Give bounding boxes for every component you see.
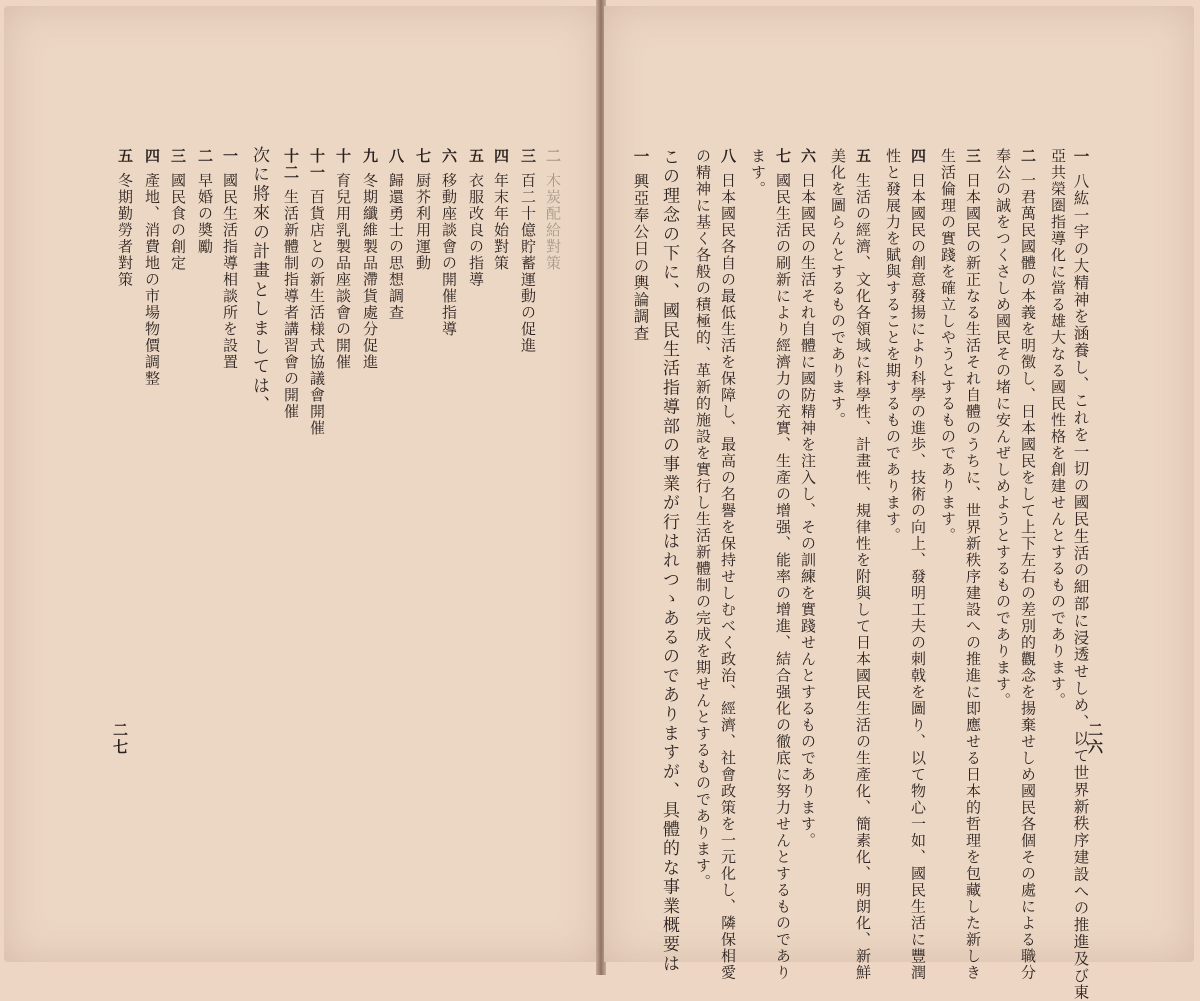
- text-column: [830, 148, 845, 429]
- text-column: [441, 148, 456, 338]
- column-text: 厨芥利用運動: [414, 172, 432, 272]
- column-text: 移動座談會の開催指導: [440, 172, 458, 338]
- text-column: [250, 146, 267, 415]
- item-number: 二: [544, 148, 562, 165]
- text-column: [855, 148, 870, 981]
- item-number: 四: [492, 148, 510, 165]
- item-number: 一: [1071, 148, 1091, 165]
- item-number: 六: [440, 148, 458, 165]
- text-column: [1072, 148, 1089, 1001]
- item-number: 三: [169, 148, 187, 165]
- column-text: 國民食の創定: [169, 172, 187, 272]
- column-text: この理念の下に、國民生活指導部の事業が行はれつゝあるのでありますが、具體的な事業概要は: [659, 148, 679, 974]
- column-text: 百二十億貯蓄運動の促進: [519, 172, 537, 354]
- column-text: 一君萬民國體の本義を明徴し、日本國民をして上下左右の差別的觀念を揚棄せしめ國民各個その處による職分: [1019, 172, 1037, 981]
- text-column: [885, 148, 900, 544]
- column-text: 日本國民各自の最低生活を保障し、最高の名譽を保持せしむべく政治、經濟、社會政策を一元化し、隣保相愛: [719, 172, 737, 981]
- text-column: [545, 148, 560, 272]
- column-text: 木炭配給對策: [544, 172, 562, 272]
- column-text: 國民生活の刷新により經濟力の充實、生產の增强、能率の增進、結合强化の徹底に努力せんとするものであり: [774, 172, 792, 981]
- text-column: [965, 148, 980, 981]
- item-number: 十二: [282, 148, 300, 181]
- text-column: [388, 148, 403, 321]
- text-column: [117, 148, 132, 288]
- text-column: [335, 148, 350, 371]
- text-column: [493, 148, 508, 272]
- column-text: 育兒用乳製品座談會の開催: [334, 172, 352, 371]
- text-column: [197, 148, 212, 255]
- item-number: 三: [964, 148, 982, 165]
- item-number: 一: [221, 148, 239, 165]
- left-page: [4, 6, 600, 962]
- column-text: 美化を圖らんとするものであります。: [829, 148, 847, 429]
- item-number: 五: [116, 148, 134, 165]
- column-text: 國民生活指導相談所を設置: [221, 172, 239, 371]
- item-number: 十一: [308, 148, 326, 181]
- text-column: [144, 148, 159, 387]
- item-number: 五: [467, 148, 485, 165]
- item-number: 四: [909, 148, 927, 165]
- item-number: 九: [361, 148, 379, 165]
- text-column: [632, 148, 649, 342]
- item-number: 五: [854, 148, 872, 165]
- text-column: [940, 148, 955, 544]
- column-text: 奉公の誠をつくさしめ國民その堵に安んぜしめようとするものであります。: [994, 148, 1012, 709]
- column-text: 生活新體制指導者講習會の開催: [282, 189, 300, 420]
- item-number: 六: [799, 148, 817, 165]
- text-column: [1020, 148, 1035, 981]
- column-text: 日本國民の生活それ自體に國防精神を注入し、その訓練を實踐せんとするものであります。: [799, 172, 817, 849]
- column-text: 百貨店との新生活様式協議會開催: [308, 189, 326, 437]
- column-text: 八紘一宇の大精神を涵養し、これを一切の國民生活の細部に浸透せしめ、以て世界新秩序建設への推進及び東: [1071, 172, 1090, 1001]
- text-column: [309, 148, 324, 437]
- item-number: 四: [143, 148, 161, 165]
- column-text: 歸還勇士の思想調查: [387, 172, 405, 321]
- item-number: 七: [774, 148, 792, 165]
- column-text: 冬期勤勞者對策: [116, 172, 134, 288]
- text-column: [995, 148, 1010, 709]
- text-column: [695, 148, 710, 891]
- column-text: 日本國民の創意發揚により科學の進歩、技術の向上、發明工夫の刺戟を圖り、以て物心一如、國民生活に豐潤: [909, 172, 927, 981]
- page-number-left: 二七: [111, 722, 129, 756]
- item-number: 十: [334, 148, 352, 165]
- text-column: [1050, 148, 1065, 709]
- text-column: [222, 148, 237, 371]
- column-text: 次に將來の計畫としましては、: [249, 146, 269, 415]
- text-column: [415, 148, 430, 272]
- text-column: [520, 148, 535, 354]
- text-column: [720, 148, 735, 981]
- text-column: [660, 148, 677, 974]
- item-number: 三: [519, 148, 537, 165]
- column-text: 衣服改良の指導: [467, 172, 485, 288]
- item-number: 八: [387, 148, 405, 165]
- text-column: [283, 148, 298, 420]
- item-number: 八: [719, 148, 737, 165]
- column-text: 興亞奉公日の輿論調査: [631, 172, 650, 342]
- item-number: 一: [631, 148, 651, 165]
- column-text: 冬期纖維製品滯貨處分促進: [361, 172, 379, 371]
- column-text: 亞共榮圏指導化に當る雄大なる國民性格を創建せんとするものであります。: [1049, 148, 1067, 709]
- item-number: 二: [196, 148, 214, 165]
- item-number: 七: [414, 148, 432, 165]
- page-number-right: 二六: [1086, 722, 1104, 756]
- column-text: 生活倫理の實踐を確立しやうとするものであります。: [939, 148, 957, 544]
- text-column: [775, 148, 790, 981]
- text-column: [910, 148, 925, 981]
- column-text: 性と發展力を賦與することを期するものであります。: [884, 148, 902, 544]
- text-column: [468, 148, 483, 288]
- column-text: 早婚の奬勵: [196, 172, 214, 255]
- text-column: [800, 148, 815, 849]
- column-text: 產地、消費地の市場物價調整: [143, 172, 161, 387]
- text-column: [362, 148, 377, 371]
- column-text: ます。: [749, 148, 767, 198]
- column-text: の精神に基く各般の積極的、革新的施設を實行し生活新體制の完成を期せんとするものであります。: [694, 148, 712, 891]
- item-number: 二: [1019, 148, 1037, 165]
- text-column: [750, 148, 765, 198]
- column-text: 年末年始對策: [492, 172, 510, 272]
- column-text: 日本國民の新正なる生活それ自體のうちに、世界新秩序建設への推進に即應せる日本的哲理を包藏した新しき: [964, 172, 982, 981]
- text-column: [170, 148, 185, 272]
- column-text: 生活の經濟、文化各領域に科學性、計畫性、規律性を附與して日本國民生活の生產化、簡素化、明朗化、新鮮: [854, 172, 872, 981]
